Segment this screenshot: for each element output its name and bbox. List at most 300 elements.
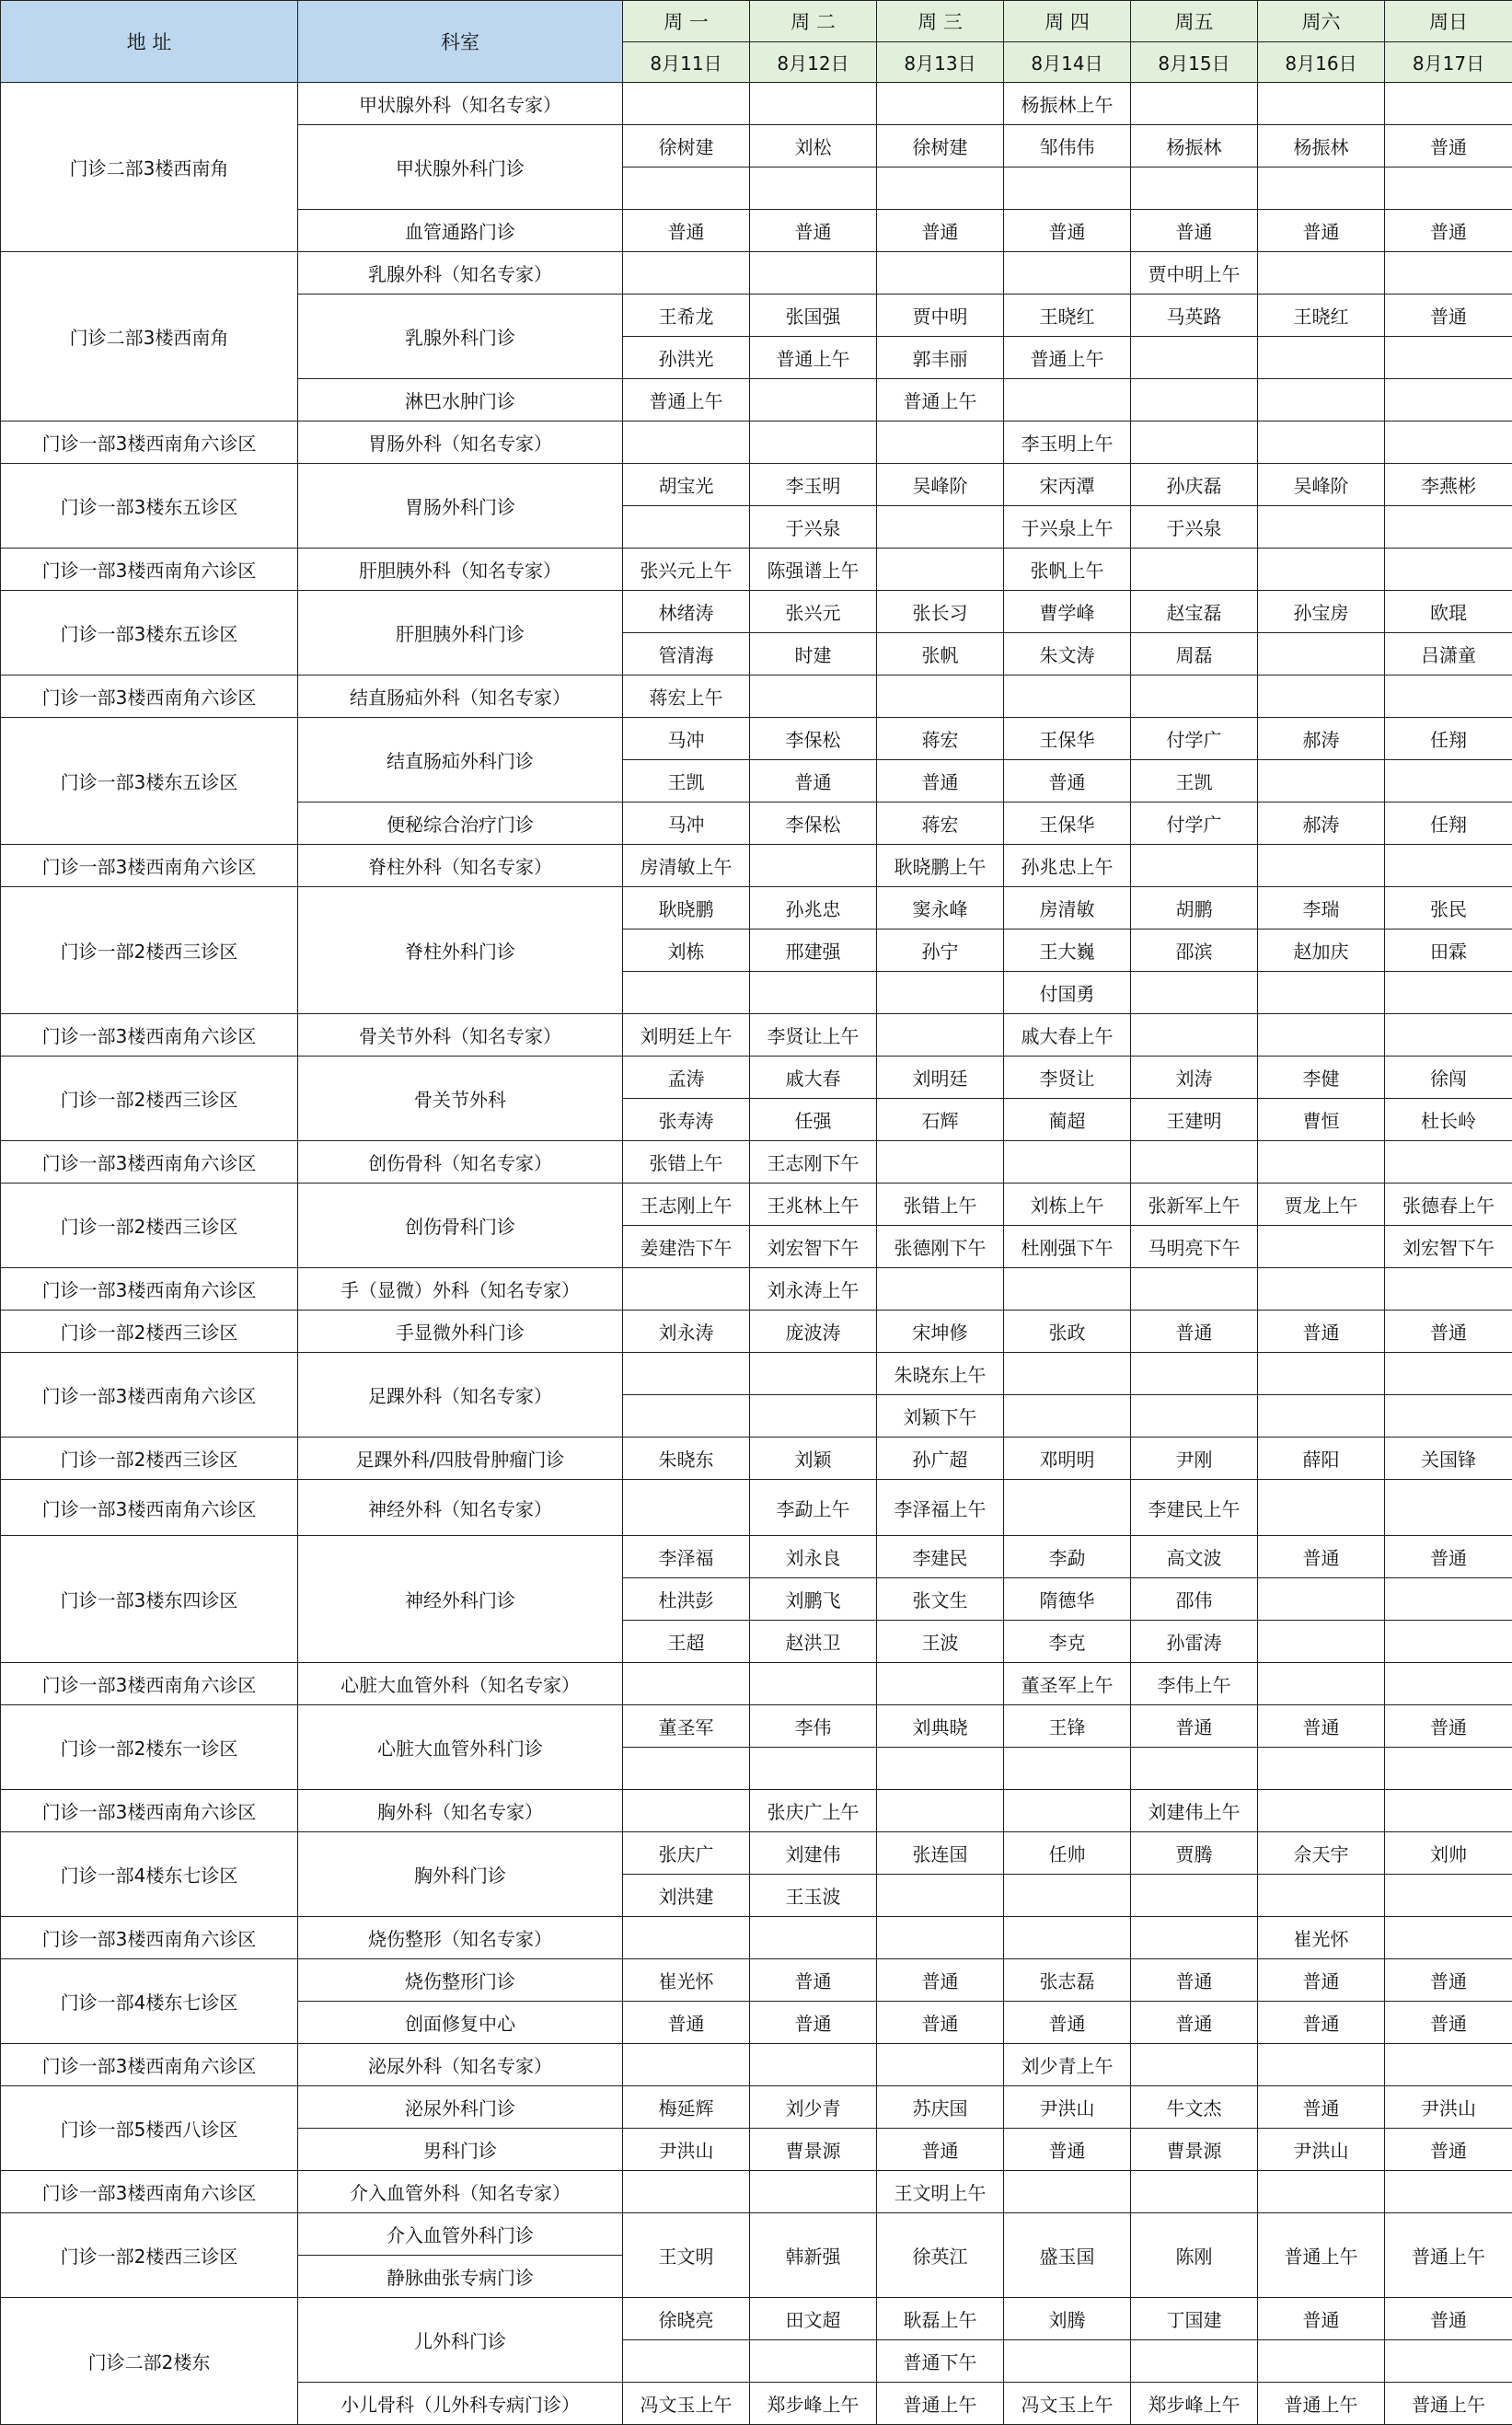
schedule-cell: 冯文玉上午 xyxy=(623,2383,750,2425)
schedule-cell: 马英路 xyxy=(1131,294,1258,337)
schedule-cell xyxy=(623,252,750,294)
schedule-cell xyxy=(1385,167,1512,210)
schedule-cell xyxy=(1131,2171,1258,2213)
schedule-cell: 吴峰阶 xyxy=(877,464,1004,506)
department-cell: 介入血管外科（知名专家） xyxy=(298,2171,623,2213)
schedule-cell: 董圣军上午 xyxy=(1004,1663,1131,1705)
schedule-cell xyxy=(1385,549,1512,591)
schedule-cell: 张寿涛 xyxy=(623,1099,750,1141)
schedule-cell: 普通上午 xyxy=(1004,337,1131,379)
department-cell: 骨关节外科（知名专家） xyxy=(298,1014,623,1057)
schedule-cell: 孙宁 xyxy=(877,930,1004,972)
schedule-cell: 刘鹏飞 xyxy=(750,1578,877,1621)
department-cell: 乳腺外科（知名专家） xyxy=(298,252,623,294)
department-cell: 肝胆胰外科门诊 xyxy=(298,591,623,676)
address-cell: 门诊一部2楼西三诊区 xyxy=(1,1438,298,1480)
schedule-cell: 孙洪光 xyxy=(623,337,750,379)
schedule-cell xyxy=(877,2044,1004,2086)
schedule-cell: 王志刚下午 xyxy=(750,1141,877,1184)
schedule-cell: 贾中明 xyxy=(877,294,1004,337)
department-cell: 结直肠疝外科门诊 xyxy=(298,718,623,803)
date-header-tue: 8月12日 xyxy=(750,42,877,83)
schedule-cell xyxy=(877,1875,1004,1917)
schedule-cell: 普通 xyxy=(1258,210,1385,252)
schedule-cell xyxy=(877,421,1004,464)
schedule-cell: 王锋 xyxy=(1004,1705,1131,1748)
schedule-cell xyxy=(1131,1875,1258,1917)
date-header-sun: 8月17日 xyxy=(1385,42,1512,83)
schedule-cell: 耿晓鹏 xyxy=(623,887,750,930)
schedule-cell: 张长习 xyxy=(877,591,1004,633)
schedule-cell: 邵滨 xyxy=(1131,930,1258,972)
schedule-cell xyxy=(877,252,1004,294)
schedule-cell xyxy=(1004,1917,1131,1959)
schedule-cell: 郑步峰上午 xyxy=(1131,2383,1258,2425)
schedule-cell xyxy=(1385,2044,1512,2086)
schedule-cell: 普通上午 xyxy=(750,337,877,379)
schedule-cell xyxy=(750,167,877,210)
schedule-cell xyxy=(1258,1480,1385,1536)
schedule-cell: 普通 xyxy=(877,210,1004,252)
schedule-cell: 徐树建 xyxy=(623,125,750,167)
schedule-cell: 李玉明上午 xyxy=(1004,421,1131,464)
schedule-cell: 朱文涛 xyxy=(1004,633,1131,676)
schedule-cell xyxy=(750,1748,877,1790)
department-cell: 脊柱外科（知名专家） xyxy=(298,845,623,887)
schedule-cell: 张民 xyxy=(1385,887,1512,930)
department-cell: 胸外科门诊 xyxy=(298,1832,623,1917)
schedule-cell xyxy=(1385,421,1512,464)
schedule-cell: 张兴元上午 xyxy=(623,549,750,591)
schedule-cell: 普通 xyxy=(1258,2002,1385,2044)
schedule-cell: 徐英江 xyxy=(877,2213,1004,2298)
schedule-cell xyxy=(623,421,750,464)
schedule-cell xyxy=(1131,337,1258,379)
schedule-cell xyxy=(1004,1268,1131,1311)
schedule-cell: 孙兆忠上午 xyxy=(1004,845,1131,887)
schedule-cell xyxy=(1258,421,1385,464)
schedule-cell: 吕潇童 xyxy=(1385,633,1512,676)
schedule-cell: 普通 xyxy=(1385,210,1512,252)
schedule-cell xyxy=(623,1917,750,1959)
schedule-cell xyxy=(877,1663,1004,1705)
department-cell: 泌尿外科（知名专家） xyxy=(298,2044,623,2086)
schedule-cell xyxy=(1004,1395,1131,1438)
schedule-cell: 普通 xyxy=(1385,1959,1512,2002)
address-cell: 门诊一部3楼西南角六诊区 xyxy=(1,1268,298,1311)
table-row xyxy=(1,887,1512,930)
schedule-cell: 徐树建 xyxy=(877,125,1004,167)
schedule-cell: 普通上午 xyxy=(1385,2383,1512,2425)
schedule-cell: 赵洪卫 xyxy=(750,1621,877,1663)
schedule-cell: 普通 xyxy=(1385,2129,1512,2171)
department-cell: 血管通路门诊 xyxy=(298,210,623,252)
schedule-cell: 王建明 xyxy=(1131,1099,1258,1141)
department-cell: 足踝外科（知名专家） xyxy=(298,1353,623,1438)
schedule-cell: 关国锋 xyxy=(1385,1438,1512,1480)
schedule-cell: 刘洪建 xyxy=(623,1875,750,1917)
department-cell: 肝胆胰外科（知名专家） xyxy=(298,549,623,591)
schedule-cell xyxy=(1385,337,1512,379)
schedule-cell xyxy=(1385,2171,1512,2213)
schedule-cell: 普通 xyxy=(877,760,1004,803)
schedule-cell: 王保华 xyxy=(1004,718,1131,760)
schedule-cell xyxy=(1258,1141,1385,1184)
department-cell: 便秘综合治疗门诊 xyxy=(298,803,623,845)
table-row xyxy=(1,1184,1512,1226)
schedule-cell: 普通 xyxy=(1385,2002,1512,2044)
schedule-cell: 普通上午 xyxy=(623,379,750,421)
table-row xyxy=(1,83,1512,125)
schedule-cell xyxy=(750,379,877,421)
schedule-cell: 盛玉国 xyxy=(1004,2213,1131,2298)
schedule-cell xyxy=(1258,167,1385,210)
table-row xyxy=(1,1917,1512,1959)
address-cell: 门诊一部3楼西南角六诊区 xyxy=(1,2171,298,2213)
table-row xyxy=(1,1536,1512,1578)
schedule-cell: 胡宝光 xyxy=(623,464,750,506)
schedule-cell: 普通 xyxy=(750,210,877,252)
table-row xyxy=(1,2298,1512,2340)
schedule-cell xyxy=(750,972,877,1014)
schedule-cell: 刘永良 xyxy=(750,1536,877,1578)
schedule-cell xyxy=(623,2171,750,2213)
schedule-cell: 普通 xyxy=(1385,125,1512,167)
table-row xyxy=(1,1832,1512,1875)
schedule-cell: 庞波涛 xyxy=(750,1311,877,1353)
schedule-cell xyxy=(623,972,750,1014)
schedule-cell: 刘宏智下午 xyxy=(750,1226,877,1268)
schedule-cell: 普通 xyxy=(1258,1959,1385,2002)
schedule-cell: 刘少青上午 xyxy=(1004,2044,1131,2086)
address-cell: 门诊一部2楼西三诊区 xyxy=(1,1311,298,1353)
schedule-cell: 付学广 xyxy=(1131,718,1258,760)
schedule-cell: 管清海 xyxy=(623,633,750,676)
schedule-cell: 李克 xyxy=(1004,1621,1131,1663)
address-header: 地 址 xyxy=(1,1,298,83)
schedule-cell: 于兴泉 xyxy=(1131,506,1258,549)
date-header-wed: 8月13日 xyxy=(877,42,1004,83)
department-cell: 泌尿外科门诊 xyxy=(298,2086,623,2129)
schedule-cell: 普通 xyxy=(1004,760,1131,803)
schedule-cell: 杜洪彭 xyxy=(623,1578,750,1621)
schedule-cell: 张德春上午 xyxy=(1385,1184,1512,1226)
schedule-cell xyxy=(1131,167,1258,210)
schedule-cell xyxy=(1131,2044,1258,2086)
schedule-cell xyxy=(1385,252,1512,294)
address-cell: 门诊二部3楼西南角 xyxy=(1,252,298,421)
schedule-cell xyxy=(1004,252,1131,294)
department-cell: 乳腺外科门诊 xyxy=(298,294,623,379)
schedule-cell xyxy=(1004,1790,1131,1832)
schedule-cell: 刘少青 xyxy=(750,2086,877,2129)
schedule-cell: 张兴元 xyxy=(750,591,877,633)
schedule-cell xyxy=(1258,252,1385,294)
address-cell: 门诊一部3楼西南角六诊区 xyxy=(1,1663,298,1705)
schedule-cell: 耿晓鹏上午 xyxy=(877,845,1004,887)
schedule-cell: 朱晓东 xyxy=(623,1438,750,1480)
schedule-cell xyxy=(1385,676,1512,718)
schedule-cell: 胡鹏 xyxy=(1131,887,1258,930)
schedule-cell: 梅延辉 xyxy=(623,2086,750,2129)
schedule-cell xyxy=(1258,1395,1385,1438)
schedule-cell: 贾中明上午 xyxy=(1131,252,1258,294)
department-cell: 甲状腺外科门诊 xyxy=(298,125,623,210)
schedule-cell xyxy=(1385,1480,1512,1536)
schedule-cell xyxy=(623,1480,750,1536)
table-row xyxy=(1,1057,1512,1099)
schedule-cell: 蒋宏 xyxy=(877,803,1004,845)
schedule-cell xyxy=(1131,549,1258,591)
schedule-cell xyxy=(1131,83,1258,125)
schedule-cell: 佘天宇 xyxy=(1258,1832,1385,1875)
table-row xyxy=(1,1480,1512,1536)
department-cell: 儿外科门诊 xyxy=(298,2298,623,2383)
department-cell: 足踝外科/四肢骨肿瘤门诊 xyxy=(298,1438,623,1480)
schedule-cell: 任帅 xyxy=(1004,1832,1131,1875)
table-row xyxy=(1,1705,1512,1748)
schedule-cell: 曹景源 xyxy=(750,2129,877,2171)
schedule-cell: 赵加庆 xyxy=(1258,930,1385,972)
schedule-cell xyxy=(1131,2340,1258,2383)
schedule-cell xyxy=(1385,83,1512,125)
schedule-body xyxy=(1,83,1512,2425)
address-cell: 门诊一部3楼东四诊区 xyxy=(1,1536,298,1663)
schedule-cell xyxy=(1258,1226,1385,1268)
day-header-tue: 周 二 xyxy=(750,1,877,42)
schedule-cell: 窦永峰 xyxy=(877,887,1004,930)
schedule-cell: 王超 xyxy=(623,1621,750,1663)
schedule-cell: 付国勇 xyxy=(1004,972,1131,1014)
schedule-cell: 周磊 xyxy=(1131,633,1258,676)
schedule-cell: 于兴泉 xyxy=(750,506,877,549)
address-cell: 门诊一部2楼西三诊区 xyxy=(1,1184,298,1268)
schedule-cell xyxy=(877,1917,1004,1959)
schedule-cell: 杨振林 xyxy=(1258,125,1385,167)
schedule-cell xyxy=(750,2171,877,2213)
schedule-cell xyxy=(1131,1917,1258,1959)
schedule-cell: 田文超 xyxy=(750,2298,877,2340)
schedule-cell: 李勐 xyxy=(1004,1536,1131,1578)
schedule-cell: 普通 xyxy=(1131,1311,1258,1353)
schedule-cell: 普通 xyxy=(1385,1311,1512,1353)
schedule-cell xyxy=(623,2340,750,2383)
table-row xyxy=(1,421,1512,464)
schedule-cell xyxy=(1131,845,1258,887)
schedule-cell xyxy=(623,1790,750,1832)
schedule-cell: 林绪涛 xyxy=(623,591,750,633)
schedule-cell xyxy=(1385,506,1512,549)
schedule-cell: 马冲 xyxy=(623,718,750,760)
schedule-cell: 杨振林 xyxy=(1131,125,1258,167)
department-cell: 静脉曲张专病门诊 xyxy=(298,2256,623,2298)
address-cell: 门诊一部3楼西南角六诊区 xyxy=(1,1014,298,1057)
schedule-cell: 孙广超 xyxy=(877,1438,1004,1480)
schedule-cell: 隋德华 xyxy=(1004,1578,1131,1621)
schedule-cell: 董圣军 xyxy=(623,1705,750,1748)
schedule-cell: 普通 xyxy=(1258,1705,1385,1748)
schedule-cell xyxy=(1004,1748,1131,1790)
schedule-cell: 刘腾 xyxy=(1004,2298,1131,2340)
schedule-cell: 韩新强 xyxy=(750,2213,877,2298)
schedule-cell: 刘涛 xyxy=(1131,1057,1258,1099)
schedule-cell: 时建 xyxy=(750,633,877,676)
address-cell: 门诊一部4楼东七诊区 xyxy=(1,1832,298,1917)
schedule-cell xyxy=(1258,1014,1385,1057)
schedule-cell xyxy=(877,1014,1004,1057)
schedule-cell xyxy=(1385,1790,1512,1832)
schedule-cell: 刘永涛 xyxy=(623,1311,750,1353)
schedule-cell xyxy=(1258,1268,1385,1311)
department-cell: 结直肠疝外科（知名专家） xyxy=(298,676,623,718)
address-cell: 门诊一部3楼东五诊区 xyxy=(1,718,298,845)
schedule-cell: 宋坤修 xyxy=(877,1311,1004,1353)
schedule-cell: 贾龙上午 xyxy=(1258,1184,1385,1226)
schedule-cell: 杜长岭 xyxy=(1385,1099,1512,1141)
schedule-cell: 欧琨 xyxy=(1385,591,1512,633)
schedule-cell xyxy=(1258,1663,1385,1705)
schedule-cell xyxy=(623,506,750,549)
schedule-cell xyxy=(1131,421,1258,464)
schedule-cell: 牛文杰 xyxy=(1131,2086,1258,2129)
table-row xyxy=(1,1353,1512,1395)
schedule-cell: 李伟上午 xyxy=(1131,1663,1258,1705)
schedule-cell xyxy=(623,167,750,210)
schedule-cell: 戚大春 xyxy=(750,1057,877,1099)
table-row xyxy=(1,1959,1512,2002)
schedule-cell: 普通 xyxy=(1004,2002,1131,2044)
schedule-cell xyxy=(877,167,1004,210)
schedule-cell: 马冲 xyxy=(623,803,750,845)
schedule-cell xyxy=(623,83,750,125)
schedule-cell xyxy=(1258,760,1385,803)
schedule-cell xyxy=(1131,379,1258,421)
day-header-sun: 周日 xyxy=(1385,1,1512,42)
table-row xyxy=(1,2086,1512,2129)
schedule-cell xyxy=(1385,845,1512,887)
schedule-cell: 普通 xyxy=(1131,1705,1258,1748)
day-header-wed: 周 三 xyxy=(877,1,1004,42)
schedule-cell: 王晓红 xyxy=(1258,294,1385,337)
schedule-cell: 郝涛 xyxy=(1258,718,1385,760)
schedule-cell xyxy=(1004,1480,1131,1536)
schedule-cell: 张错上午 xyxy=(877,1184,1004,1226)
schedule-cell: 杜刚强下午 xyxy=(1004,1226,1131,1268)
schedule-cell: 普通 xyxy=(750,760,877,803)
schedule-cell: 普通 xyxy=(1258,2086,1385,2129)
schedule-cell: 姜建浩下午 xyxy=(623,1226,750,1268)
address-cell: 门诊一部2楼东一诊区 xyxy=(1,1705,298,1790)
schedule-cell: 张德刚下午 xyxy=(877,1226,1004,1268)
address-cell: 门诊一部3楼西南角六诊区 xyxy=(1,1353,298,1438)
department-header: 科室 xyxy=(298,1,623,83)
schedule-cell xyxy=(1004,379,1131,421)
table-row xyxy=(1,718,1512,760)
schedule-cell xyxy=(750,83,877,125)
schedule-cell: 普通 xyxy=(1385,294,1512,337)
schedule-cell: 普通 xyxy=(750,1959,877,2002)
schedule-cell xyxy=(750,2340,877,2383)
table-row xyxy=(1,2044,1512,2086)
address-cell: 门诊一部2楼西三诊区 xyxy=(1,887,298,1014)
schedule-cell: 张志磊 xyxy=(1004,1959,1131,2002)
department-cell: 手显微外科门诊 xyxy=(298,1311,623,1353)
schedule-cell xyxy=(1258,845,1385,887)
schedule-cell: 王保华 xyxy=(1004,803,1131,845)
department-cell: 小儿骨科（儿外科专病门诊） xyxy=(298,2383,623,2425)
schedule-cell: 普通 xyxy=(1258,2298,1385,2340)
schedule-cell xyxy=(1258,2340,1385,2383)
schedule-cell: 崔光怀 xyxy=(1258,1917,1385,1959)
schedule-cell xyxy=(1131,1014,1258,1057)
schedule-cell xyxy=(750,1353,877,1395)
schedule-cell: 王希龙 xyxy=(623,294,750,337)
schedule-cell: 徐晓亮 xyxy=(623,2298,750,2340)
schedule-cell: 朱晓东上午 xyxy=(877,1353,1004,1395)
department-cell: 手（显微）外科（知名专家） xyxy=(298,1268,623,1311)
schedule-cell: 李保松 xyxy=(750,718,877,760)
schedule-cell: 任强 xyxy=(750,1099,877,1141)
schedule-cell: 王大巍 xyxy=(1004,930,1131,972)
department-cell: 心脏大血管外科（知名专家） xyxy=(298,1663,623,1705)
schedule-cell: 刘栋上午 xyxy=(1004,1184,1131,1226)
schedule-cell xyxy=(1258,83,1385,125)
schedule-cell: 任翔 xyxy=(1385,718,1512,760)
schedule-cell xyxy=(1258,2044,1385,2086)
address-cell: 门诊一部3楼西南角六诊区 xyxy=(1,845,298,887)
schedule-cell: 李建民上午 xyxy=(1131,1480,1258,1536)
day-header-sat: 周六 xyxy=(1258,1,1385,42)
schedule-cell: 张帆 xyxy=(877,633,1004,676)
table-row xyxy=(1,1438,1512,1480)
schedule-cell: 孙宝房 xyxy=(1258,591,1385,633)
schedule-cell xyxy=(1004,676,1131,718)
schedule-cell: 石辉 xyxy=(877,1099,1004,1141)
schedule-cell: 普通上午 xyxy=(1385,2213,1512,2298)
schedule-cell xyxy=(1258,337,1385,379)
schedule-cell: 马明亮下午 xyxy=(1131,1226,1258,1268)
schedule-cell: 陈强谱上午 xyxy=(750,549,877,591)
schedule-cell xyxy=(623,1748,750,1790)
date-header-sat: 8月16日 xyxy=(1258,42,1385,83)
schedule-cell: 丁国建 xyxy=(1131,2298,1258,2340)
schedule-cell: 王文明 xyxy=(623,2213,750,2298)
address-cell: 门诊二部2楼东 xyxy=(1,2298,298,2425)
schedule-cell: 李泽福上午 xyxy=(877,1480,1004,1536)
schedule-cell: 房清敏上午 xyxy=(623,845,750,887)
schedule-cell: 尹洪山 xyxy=(1258,2129,1385,2171)
schedule-cell xyxy=(1385,1014,1512,1057)
schedule-cell: 李泽福 xyxy=(623,1536,750,1578)
schedule-cell: 蔺超 xyxy=(1004,1099,1131,1141)
schedule-cell: 蒋宏上午 xyxy=(623,676,750,718)
schedule-cell: 李勐上午 xyxy=(750,1480,877,1536)
schedule-cell: 张庆广上午 xyxy=(750,1790,877,1832)
schedule-cell: 郭丰丽 xyxy=(877,337,1004,379)
schedule-cell xyxy=(1258,2171,1385,2213)
schedule-cell xyxy=(1131,1268,1258,1311)
schedule-cell: 刘永涛上午 xyxy=(750,1268,877,1311)
schedule-cell xyxy=(1258,1748,1385,1790)
schedule-cell: 于兴泉上午 xyxy=(1004,506,1131,549)
schedule-cell: 普通 xyxy=(1385,1536,1512,1578)
schedule-cell xyxy=(1258,549,1385,591)
schedule-cell xyxy=(1258,1875,1385,1917)
schedule-cell: 李建民 xyxy=(877,1536,1004,1578)
department-cell: 创伤骨科（知名专家） xyxy=(298,1141,623,1184)
schedule-cell: 曹恒 xyxy=(1258,1099,1385,1141)
schedule-cell: 王晓红 xyxy=(1004,294,1131,337)
